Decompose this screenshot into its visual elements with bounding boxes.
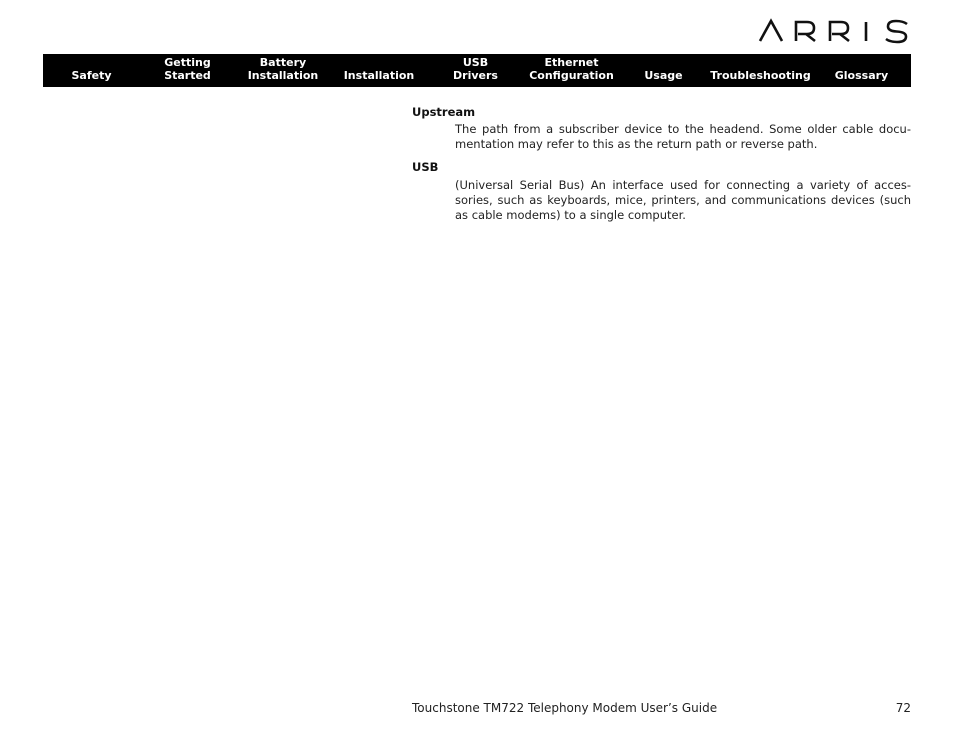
nav-glossary[interactable] — [824, 54, 899, 87]
nav-troubleshooting-line2: Troubleshooting — [710, 69, 811, 82]
nav-installation[interactable] — [333, 54, 425, 87]
footer-document-title: Touchstone TM722 Telephony Modem User’s Guide — [412, 701, 718, 715]
glossary-content — [412, 105, 911, 232]
nav-safety[interactable] — [54, 54, 129, 87]
glossary-entry-usb — [412, 160, 911, 222]
arris-logo — [758, 18, 912, 44]
nav-ethernet-configuration-line2: Configuration — [529, 69, 614, 82]
glossary-term: USB — [412, 160, 439, 175]
glossary-definition: The path from a subscriber device to the headend. Some older cable docu-mentation may refer to this as the return path or reverse path. — [455, 122, 911, 151]
glossary-term: Upstream — [412, 105, 476, 119]
nav-safety-line2: Safety — [71, 69, 112, 82]
nav-getting-started[interactable] — [150, 54, 225, 87]
glossary-definition: (Universal Serial Bus) An interface used for connecting a variety of acces-sories, such as keyboards, mice, printers, and communications devices (such as cable modems) to a single computer. — [455, 178, 911, 222]
nav-ethernet-configuration-line1: Ethernet — [544, 56, 599, 69]
nav-usage-line2: Usage — [644, 69, 683, 82]
nav-usb-drivers[interactable] — [438, 54, 513, 87]
nav-glossary-line2: Glossary — [834, 69, 889, 82]
nav-usb-drivers-line2: Drivers — [453, 69, 498, 82]
nav-installation-line2: Installation — [343, 69, 415, 82]
nav-getting-started-line2: Started — [164, 69, 211, 82]
nav-battery-installation-line2: Installation — [247, 69, 319, 82]
glossary-entry-upstream — [412, 105, 911, 151]
nav-battery-installation[interactable] — [237, 54, 329, 87]
top-navigation-bar — [43, 54, 911, 87]
nav-troubleshooting[interactable] — [707, 54, 814, 87]
nav-battery-installation-line1: Battery — [259, 56, 307, 69]
nav-usage[interactable] — [626, 54, 701, 87]
footer-page-number: 72 — [895, 701, 911, 715]
nav-usb-drivers-line1: USB — [462, 56, 489, 69]
nav-ethernet-configuration[interactable] — [523, 54, 620, 87]
nav-getting-started-line1: Getting — [164, 56, 211, 69]
